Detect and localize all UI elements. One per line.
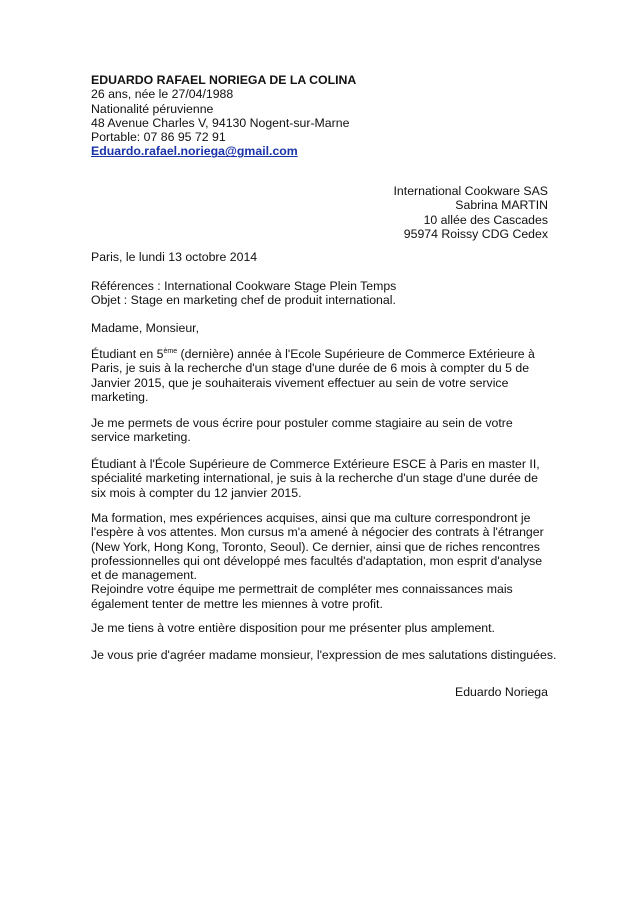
sender-address: 48 Avenue Charles V, 94130 Nogent-sur-Marne [91, 115, 350, 130]
recipient-contact: Sabrina MARTIN [455, 198, 548, 213]
signature [455, 685, 548, 699]
sender-phone: Portable: 07 86 95 72 91 [91, 130, 226, 145]
references-line: Références : International Cookware Stage Plein Temps [91, 279, 397, 293]
paragraph-availability [91, 621, 551, 635]
reference-block [91, 279, 551, 308]
recipient-city: 95974 Roissy CDG Cedex [403, 226, 548, 241]
paragraph-experience-text: Ma formation, mes expériences acquises, ainsi que ma culture correspondront je l'espère à vos attentes. Mon cursus m'a amené à négocier des contrats à l'étranger (New York, Hong Kong, Toronto, Seoul). Ce dernier, ainsi que de riches rencontres professionnelles qui ont développé mes facultés d'adaptation, mon esprit d'analyse et de management. [91, 511, 544, 583]
recipient-block [394, 184, 548, 241]
paragraph-intro-start: Étudiant en 5 [91, 347, 164, 361]
paragraph-application [91, 416, 553, 445]
salutation [91, 321, 551, 335]
superscript-ordinal: ème [163, 348, 178, 355]
paragraph-intro-text [91, 347, 539, 404]
salutation-text: Madame, Monsieur, [91, 321, 199, 335]
date-line [91, 250, 551, 264]
sender-block [91, 73, 549, 159]
signature-text: Eduardo Noriega [455, 685, 548, 699]
paragraph-studies [91, 457, 553, 500]
date-text: Paris, le lundi 13 octobre 2014 [91, 250, 258, 264]
sender-age: 26 ans, née le 27/04/1988 [91, 87, 234, 102]
recipient-street: 10 allée des Cascades [423, 212, 548, 227]
paragraph-intro [91, 347, 539, 404]
paragraph-availability-text: Je me tiens à votre entière disposition pour me présenter plus amplement. [91, 621, 495, 635]
closing [91, 648, 557, 662]
paragraph-application-text: Je me permets de vous écrire pour postuler comme stagiaire au sein de votre service marketing. [91, 416, 513, 445]
sender-nationality: Nationalité péruvienne [91, 101, 214, 116]
sender-email-link[interactable]: Eduardo.rafael.noriega@gmail.com [91, 144, 298, 159]
paragraph-team-text: Rejoindre votre équipe me permettrait de compléter mes connaissances mais également tenter de mettre les miennes à votre profit. [91, 582, 513, 611]
sender-name: EDUARDO RAFAEL NORIEGA DE LA COLINA [91, 73, 357, 87]
closing-text: Je vous prie d'agréer madame monsieur, l'expression de mes salutations distinguées. [91, 648, 557, 662]
paragraph-studies-text: Étudiant à l'École Supérieure de Commerce Extérieure ESCE à Paris en master II, spécialité marketing international, je suis à la recherche d'un stage d'une durée de six mois à compter du 12 janvier 2015. [91, 457, 540, 500]
recipient-company: International Cookware SAS [393, 184, 548, 198]
paragraph-intro-rest: (dernière) année à l'Ecole Supérieure de Commerce Extérieure à Paris, je suis à la recherche d'un stage d'une durée de 6 mois à compter du 5 de Janvier 2015, que je souhaiterais vivement effectuer au sein de votre service marketing. [91, 347, 535, 404]
paragraph-experience [91, 511, 551, 611]
subject-line: Objet : Stage en marketing chef de produit international. [91, 293, 396, 308]
